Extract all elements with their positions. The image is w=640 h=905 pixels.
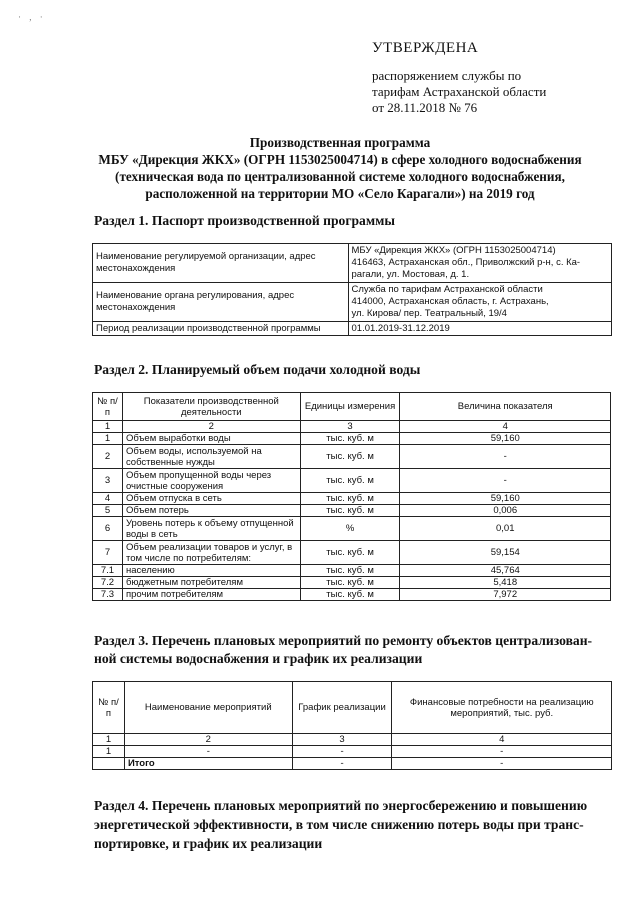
- table-row: [93, 565, 611, 577]
- water-volume-table: [92, 392, 611, 601]
- table-cell: 0,01: [400, 517, 611, 541]
- table-cell: 4: [392, 734, 612, 746]
- column-header: Наименование мероприятий: [124, 682, 292, 734]
- table-row: [93, 244, 612, 283]
- program-subtitle: (техническая вода по централизованной системе холодного водоснабжения,: [115, 169, 565, 184]
- table-cell: тыс. куб. м: [300, 541, 400, 565]
- section3-title: [94, 632, 614, 668]
- table-cell: 2: [93, 445, 123, 469]
- scan-marks: · , ·: [18, 12, 46, 22]
- table-cell: тыс. куб. м: [300, 565, 400, 577]
- table-numbering-row: [93, 421, 611, 433]
- table-cell: [348, 244, 611, 283]
- table-cell: тыс. куб. м: [300, 469, 400, 493]
- table-cell: %: [300, 517, 400, 541]
- column-header: Единицы измерения: [300, 393, 400, 421]
- table-cell: 3: [300, 421, 400, 433]
- table-cell: -: [292, 746, 392, 758]
- table-row: [93, 746, 612, 758]
- approval-line: тарифам Астраханской области: [372, 84, 547, 99]
- table-cell: -: [400, 469, 611, 493]
- table-cell: 1: [93, 421, 123, 433]
- cell-line: МБУ «Дирекция ЖКХ» (ОГРН 1153025004714): [351, 245, 556, 256]
- table-cell: -: [392, 758, 612, 770]
- table-cell: 45,764: [400, 565, 611, 577]
- table-cell: 7.3: [93, 589, 123, 601]
- table-header-row: [93, 682, 612, 734]
- table-cell: Объем реализации товаров и услуг, в том числе по потребителям:: [122, 541, 300, 565]
- section4-title: [94, 796, 619, 853]
- table-row: [93, 505, 611, 517]
- cell-line: ул. Кирова/ пер. Театральный, 19/4: [351, 308, 507, 319]
- title-line: портировке, и график их реализации: [94, 836, 323, 851]
- table-row: [93, 322, 612, 336]
- column-header: Показатели производственной деятельности: [122, 393, 300, 421]
- table-cell: -: [400, 445, 611, 469]
- approval-line: распоряжением службы по: [372, 68, 522, 83]
- table-cell: 5: [93, 505, 123, 517]
- table-row: [93, 433, 611, 445]
- column-header: № п/п: [93, 682, 125, 734]
- title-line: Раздел 4. Перечень плановых мероприятий по энергосбережению и повышению: [94, 798, 588, 813]
- table-cell: [348, 283, 611, 322]
- title-line: энергетической эффективности, в том числе снижению потерь воды при транс-: [94, 817, 584, 832]
- table-cell: Объем пропущенной воды через очистные сооружения: [122, 469, 300, 493]
- column-header: № п/п: [93, 393, 123, 421]
- table-header-row: [93, 393, 611, 421]
- table-row: [93, 445, 611, 469]
- title-line: Раздел 3. Перечень плановых мероприятий по ремонту объектов централизован-: [94, 633, 593, 648]
- table-cell: -: [292, 758, 392, 770]
- title-line: ной системы водоснабжения и график их реализации: [94, 651, 423, 666]
- table-cell: тыс. куб. м: [300, 445, 400, 469]
- table-cell: Наименование органа регулирования, адрес местонахождения: [93, 283, 349, 322]
- table-cell: 2: [124, 734, 292, 746]
- table-cell: тыс. куб. м: [300, 577, 400, 589]
- cell-line: рагали, ул. Мостовая, д. 1.: [351, 269, 470, 280]
- repair-measures-table: [92, 681, 612, 770]
- table-cell: прочим потребителям: [122, 589, 300, 601]
- table-cell: -: [392, 746, 612, 758]
- table-row: [93, 283, 612, 322]
- program-subtitle: расположенной на территории МО «Село Карагали») на 2019 год: [145, 186, 535, 201]
- table-cell: 1: [93, 746, 125, 758]
- table-cell: 2: [122, 421, 300, 433]
- table-cell: 59,160: [400, 433, 611, 445]
- table-cell: 5,418: [400, 577, 611, 589]
- table-row: [93, 577, 611, 589]
- table-cell: 1: [93, 433, 123, 445]
- table-cell: тыс. куб. м: [300, 493, 400, 505]
- table-cell: 59,160: [400, 493, 611, 505]
- table-cell: Объем выработки воды: [122, 433, 300, 445]
- table-cell: 7.1: [93, 565, 123, 577]
- table-cell: 4: [400, 421, 611, 433]
- approval-date-line: от 28.11.2018 № 76: [372, 100, 478, 115]
- program-title: Производственная программа: [249, 135, 431, 150]
- table-cell: бюджетным потребителям: [122, 577, 300, 589]
- table-cell: Уровень потерь к объему отпущенной воды в сеть: [122, 517, 300, 541]
- table-cell: 1: [93, 734, 125, 746]
- table-cell: 7: [93, 541, 123, 565]
- table-cell: 4: [93, 493, 123, 505]
- program-subtitle: МБУ «Дирекция ЖКХ» (ОГРН 1153025004714) в сфере холодного водоснабжения: [98, 152, 582, 167]
- section2-title: Раздел 2. Планируемый объем подачи холодной воды: [94, 362, 421, 377]
- cell-line: 414000, Астраханская область, г. Астрахань,: [351, 296, 549, 307]
- table-cell: Период реализации производственной программы: [93, 322, 349, 336]
- table-cell: 6: [93, 517, 123, 541]
- table-cell: Итого: [124, 758, 292, 770]
- table-cell: Объем потерь: [122, 505, 300, 517]
- table-cell: 01.01.2019-31.12.2019: [348, 322, 611, 336]
- section1-title: Раздел 1. Паспорт производственной программы: [94, 213, 395, 228]
- table-cell: 7,972: [400, 589, 611, 601]
- table-cell: [93, 758, 125, 770]
- table-numbering-row: [93, 734, 612, 746]
- cell-line: 416463, Астраханская обл., Приволжский р-н, с. Ка-: [351, 257, 581, 268]
- table-cell: населению: [122, 565, 300, 577]
- table-cell: Наименование регулируемой организации, адрес местонахождения: [93, 244, 349, 283]
- table-cell: Объем воды, используемой на собственные нужды: [122, 445, 300, 469]
- table-cell: Объем отпуска в сеть: [122, 493, 300, 505]
- table-cell: 7.2: [93, 577, 123, 589]
- table-row: [93, 589, 611, 601]
- table-row: [93, 469, 611, 493]
- table-cell: 3: [93, 469, 123, 493]
- passport-table: [92, 243, 612, 336]
- cell-line: Служба по тарифам Астраханской области: [351, 284, 543, 295]
- table-cell: тыс. куб. м: [300, 589, 400, 601]
- table-cell: тыс. куб. м: [300, 433, 400, 445]
- table-cell: -: [124, 746, 292, 758]
- table-total-row: [93, 758, 612, 770]
- column-header: График реализации: [292, 682, 392, 734]
- table-cell: 3: [292, 734, 392, 746]
- column-header: Величина показателя: [400, 393, 611, 421]
- table-cell: 59,154: [400, 541, 611, 565]
- column-header: Финансовые потребности на реализацию мероприятий, тыс. руб.: [392, 682, 612, 734]
- approval-title: УТВЕРЖДЕНА: [372, 40, 479, 56]
- table-row: [93, 541, 611, 565]
- table-row: [93, 517, 611, 541]
- table-cell: тыс. куб. м: [300, 505, 400, 517]
- table-row: [93, 493, 611, 505]
- table-cell: 0,006: [400, 505, 611, 517]
